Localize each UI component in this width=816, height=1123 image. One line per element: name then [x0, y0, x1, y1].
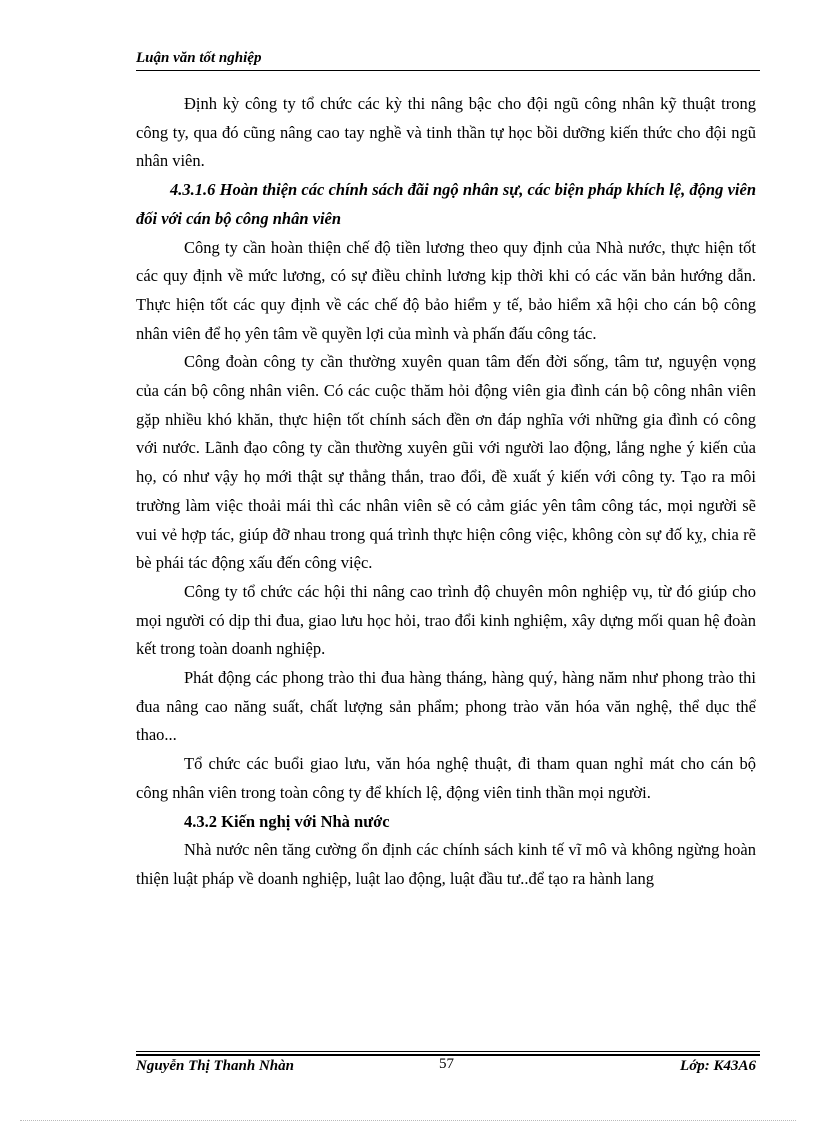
page-number: 57	[439, 1056, 454, 1072]
page-bottom-edge	[20, 1120, 796, 1121]
section-heading-4-3-2: 4.3.2 Kiến nghị với Nhà nước	[184, 811, 390, 831]
subsection-heading-4-3-1-6: 4.3.1.6 Hoàn thiện các chính sách đãi ngộ nhân sự, các biện pháp khích lệ, động viên đối với cán bộ công nhân viên	[136, 180, 756, 228]
paragraph-union-care: Công đoàn công ty cần thường xuyên quan tâm đến đời sống, tâm tư, nguyện vọng của cán bộ công nhân viên. Có các cuộc thăm hỏi động viên gia đình cán bộ công nhân viên gặp nhiều khó khăn, thực hiện tốt chính sách đền ơn đáp nghĩa với những gia đình có công với nước. Lãnh đạo công ty cần thường xuyên gũi với người lao động, lắng nghe ý kiến của họ, có như vậy họ mới thật sự thẳng thắn, trao đổi, đề xuất ý kiến với công ty. Tạo ra môi trường làm việc thoải mái thì các nhân viên sẽ có cảm giác yên tâm công tác, mọi người sẽ vui vẻ hợp tác, giúp đỡ nhau trong quá trình thực hiện công việc, không còn sự đố kỵ, chia rẽ bè phái tác động xấu đến công việc.	[136, 352, 756, 573]
running-footer	[136, 1056, 760, 1080]
paragraph-state-recommendation: Nhà nước nên tăng cường ổn định các chính sách kinh tế vĩ mô và không ngừng hoàn thiện luật pháp về doanh nghiệp, luật lao động, luật đầu tư..để tạo ra hành lang	[136, 840, 756, 888]
footer-class: Lớp: K43A6	[680, 1058, 756, 1074]
paragraph-competitions: Công ty tổ chức các hội thi nâng cao trình độ chuyên môn nghiệp vụ, từ đó giúp cho mọi người có dịp thi đua, giao lưu học hỏi, trao đổi kinh nghiệm, xây dựng mối quan hệ đoàn kết trong toàn doanh nghiệp.	[136, 581, 756, 659]
paragraph-emulation-movements: Phát động các phong trào thi đua hàng tháng, hàng quý, hàng năm như phong trào thi đua nâng cao năng suất, chất lượng sản phẩm; phong trào văn hóa văn nghệ, thể dục thể thao...	[136, 668, 756, 745]
paragraph-training: Định kỳ công ty tổ chức các kỳ thi nâng bậc cho đội ngũ công nhân kỹ thuật trong công ty, qua đó cũng nâng cao tay nghề và tinh thần tự học bồi dưỡng kiến thức cho đội ngũ nhân viên.	[136, 94, 756, 171]
footer-author: Nguyễn Thị Thanh Nhàn	[136, 1058, 294, 1074]
header-title: Luận văn tốt nghiệp	[136, 50, 262, 66]
paragraph-exchange-events: Tổ chức các buổi giao lưu, văn hóa nghệ thuật, đi tham quan nghỉ mát cho cán bộ công nhân viên trong toàn công ty để khích lệ, động viên tinh thần mọi người.	[136, 754, 756, 802]
document-body	[136, 90, 756, 894]
paragraph-salary-policy: Công ty cần hoàn thiện chế độ tiền lương theo quy định của Nhà nước, thực hiện tốt các quy định về mức lương, có sự điều chỉnh lương kịp thời khi có các văn bản hướng dẫn. Thực hiện tốt các quy định về các chế độ bảo hiểm y tế, bảo hiểm xã hội cho cán bộ công nhân viên để họ yên tâm về quyền lợi của mình và phấn đấu công tác.	[136, 237, 756, 343]
running-header	[136, 50, 760, 70]
footer-divider-thin	[136, 1051, 760, 1052]
header-divider	[136, 70, 760, 71]
